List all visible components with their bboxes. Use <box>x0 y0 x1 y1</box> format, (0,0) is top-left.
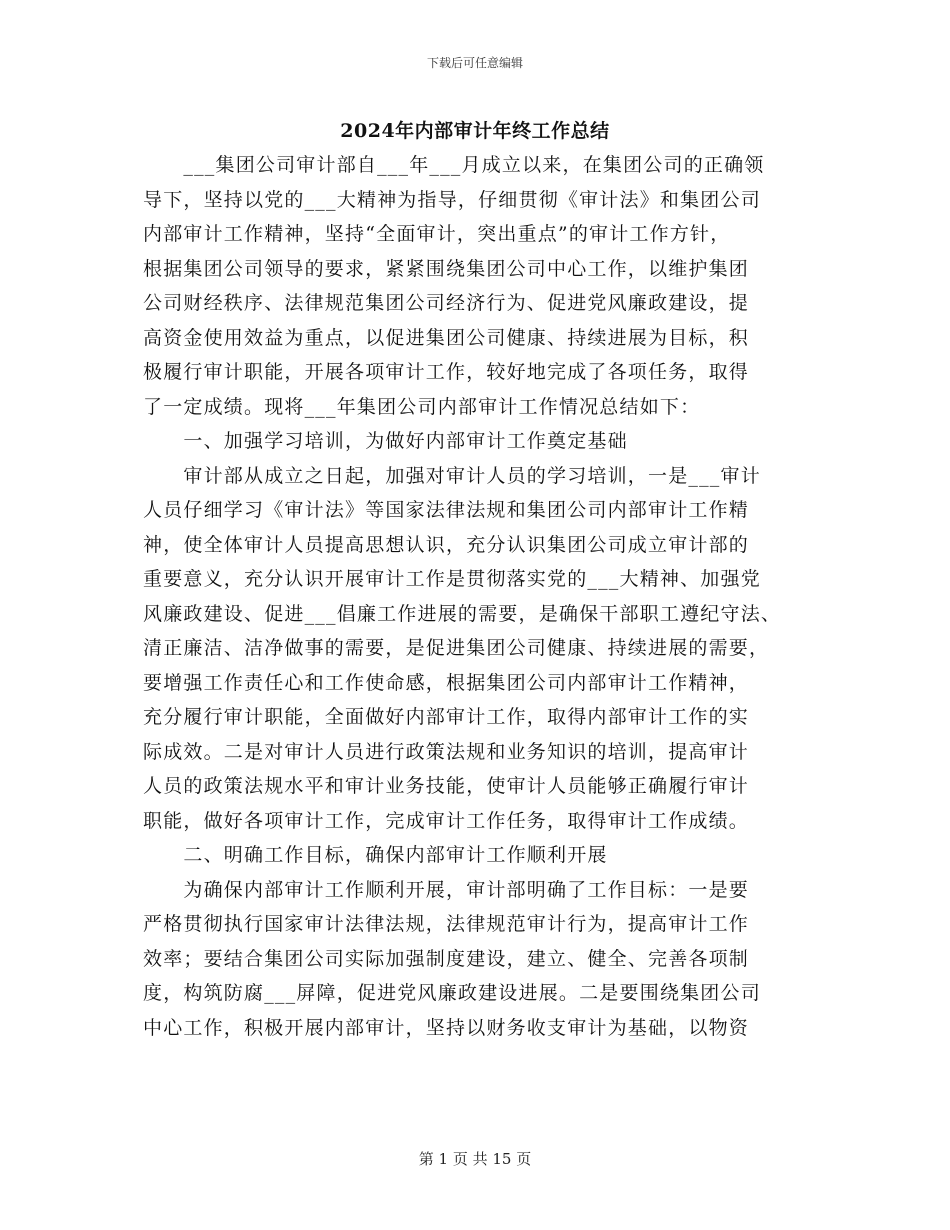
body-line: 严格贯彻执行国家审计法律法规，法律规范审计行为，提高审计工作 <box>143 913 750 935</box>
body-line: 中心工作，积极开展内部审计，坚持以财务收支审计为基础，以物资 <box>143 1016 750 1039</box>
section-heading-2: 二、明确工作目标，确保内部审计工作顺利开展 <box>143 844 608 866</box>
body-line: 极履行审计职能，开展各项审计工作，较好地完成了各项任务，取得 <box>143 361 750 383</box>
body-line: 高资金使用效益为重点，以促进集团公司健康、持续进展为目标，积 <box>143 326 750 349</box>
body-line: 充分履行审计职能，全面做好内部审计工作，取得内部审计工作的实 <box>143 706 750 728</box>
body-line: 职能，做好各项审计工作，完成审计工作任务，取得审计工作成绩。 <box>143 809 750 832</box>
body-line: 人员的政策法规水平和审计业务技能，使审计人员能够正确履行审计 <box>143 775 750 797</box>
header-note: 下载后可任意编辑 <box>426 56 523 70</box>
body-line: 了一定成绩。现将___年集团公司内部审计工作情况总结如下： <box>143 395 701 418</box>
body-line: 要增强工作责任心和工作使命感，根据集团公司内部审计工作精神， <box>143 671 750 694</box>
section-heading-1: 一、加强学习培训，为做好内部审计工作奠定基础 <box>143 430 628 452</box>
body-line: 清正廉洁、洁净做事的需要，是促进集团公司健康、持续进展的需要， <box>143 637 770 659</box>
body-line: 内部审计工作精神，坚持“全面审计，突出重点”的审计工作方针， <box>143 223 731 245</box>
body-line: 神，使全体审计人员提高思想认识，充分认识集团公司成立审计部的 <box>143 533 750 556</box>
body-line: 度，构筑防腐___屏障，促进党风廉政建设进展。二是要围绕集团公司 <box>143 982 761 1004</box>
body-line: 际成效。二是对审计人员进行政策法规和业务知识的培训，提高审计 <box>143 740 750 763</box>
body-line: ___集团公司审计部自___年___月成立以来，在集团公司的正确领 <box>143 154 765 176</box>
page-footer: 第 1 页 共 15 页 <box>418 1150 532 1168</box>
body-line: 审计部从成立之日起，加强对审计人员的学习培训，一是___审计 <box>143 464 761 487</box>
body-line: 根据集团公司领导的要求，紧紧围绕集团公司中心工作，以维护集团 <box>143 257 750 280</box>
body-line: 公司财经秩序、法律规范集团公司经济行为、促进党风廉政建设，提 <box>143 292 750 314</box>
body-line: 重要意义，充分认识开展审计工作是贯彻落实党的___大精神、加强党 <box>143 568 761 590</box>
body-line: 风廉政建设、促进___倡廉工作进展的需要，是确保干部职工遵纪守法、 <box>143 602 782 625</box>
body-line: 为确保内部审计工作顺利开展，审计部明确了工作目标：一是要 <box>143 878 750 901</box>
document-body <box>143 148 833 1045</box>
document-title: 2024年内部审计年终工作总结 <box>340 120 610 142</box>
body-line: 人员仔细学习《审计法》等国家法律法规和集团公司内部审计工作精 <box>143 499 750 521</box>
body-line: 效率；要结合集团公司实际加强制度建设，建立、健全、完善各项制 <box>143 947 750 970</box>
body-line: 导下，坚持以党的___大精神为指导，仔细贯彻《审计法》和集团公司 <box>143 188 761 211</box>
